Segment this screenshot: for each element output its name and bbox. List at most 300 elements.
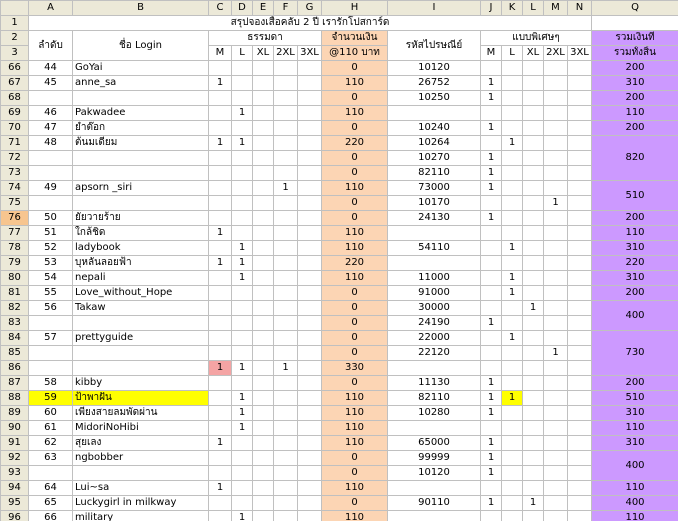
cell-total[interactable]: 400: [592, 451, 678, 481]
column-header-l[interactable]: L: [523, 1, 544, 16]
cell-special-xl[interactable]: [523, 466, 544, 481]
size-3xl[interactable]: 3XL: [298, 46, 322, 61]
cell-special-l[interactable]: [502, 421, 523, 436]
cell-xl[interactable]: [253, 511, 274, 521]
row-header[interactable]: 80: [1, 271, 29, 286]
size-xl[interactable]: XL: [253, 46, 274, 61]
cell-login[interactable]: military: [73, 511, 209, 521]
cell-login[interactable]: Lui~sa: [73, 481, 209, 496]
row-header[interactable]: 68: [1, 91, 29, 106]
cell-m[interactable]: [209, 151, 232, 166]
cell-m[interactable]: [209, 106, 232, 121]
cell-m[interactable]: [209, 466, 232, 481]
special-size-2xl[interactable]: 2XL: [544, 46, 568, 61]
cell-l[interactable]: [232, 331, 253, 346]
cell-special-m[interactable]: [481, 226, 502, 241]
cell-special-m[interactable]: [481, 256, 502, 271]
cell-postcode[interactable]: [388, 256, 481, 271]
cell-amount[interactable]: 0: [322, 301, 388, 316]
cell-m[interactable]: [209, 196, 232, 211]
cell-special-2xl[interactable]: [544, 241, 568, 256]
cell-special-m[interactable]: 1: [481, 316, 502, 331]
cell-l[interactable]: 1: [232, 106, 253, 121]
row-header[interactable]: 96: [1, 511, 29, 521]
cell-postcode[interactable]: 10240: [388, 121, 481, 136]
cell-m[interactable]: [209, 391, 232, 406]
cell-special-xl[interactable]: [523, 346, 544, 361]
cell-l[interactable]: [232, 481, 253, 496]
cell-special-m[interactable]: 1: [481, 466, 502, 481]
cell-m[interactable]: [209, 346, 232, 361]
cell-3xl[interactable]: [298, 271, 322, 286]
cell-special-l[interactable]: [502, 436, 523, 451]
cell-special-3xl[interactable]: [568, 211, 592, 226]
cell-xl[interactable]: [253, 301, 274, 316]
cell-3xl[interactable]: [298, 451, 322, 466]
cell-special-m[interactable]: 1: [481, 166, 502, 181]
cell-3xl[interactable]: [298, 61, 322, 76]
cell-special-3xl[interactable]: [568, 421, 592, 436]
cell-login[interactable]: [73, 466, 209, 481]
cell-special-3xl[interactable]: [568, 436, 592, 451]
cell-special-3xl[interactable]: [568, 226, 592, 241]
header-total-line1[interactable]: รวมเงินที่: [592, 31, 678, 46]
cell-login[interactable]: kibby: [73, 376, 209, 391]
cell-2xl[interactable]: [274, 91, 298, 106]
cell-special-xl[interactable]: [523, 151, 544, 166]
header-login[interactable]: ชื่อ Login: [73, 31, 209, 61]
cell-3xl[interactable]: [298, 436, 322, 451]
row-header[interactable]: 73: [1, 166, 29, 181]
cell-special-l[interactable]: [502, 91, 523, 106]
cell-special-2xl[interactable]: [544, 391, 568, 406]
cell-special-xl[interactable]: [523, 451, 544, 466]
cell-no[interactable]: 65: [29, 496, 73, 511]
cell-postcode[interactable]: 10170: [388, 196, 481, 211]
cell-no[interactable]: [29, 346, 73, 361]
cell-special-2xl[interactable]: [544, 436, 568, 451]
cell-special-2xl[interactable]: [544, 331, 568, 346]
cell-special-l[interactable]: [502, 466, 523, 481]
cell-special-m[interactable]: 1: [481, 181, 502, 196]
cell-3xl[interactable]: [298, 301, 322, 316]
cell-2xl[interactable]: [274, 406, 298, 421]
cell-amount[interactable]: 330: [322, 361, 388, 376]
cell-xl[interactable]: [253, 241, 274, 256]
row-header[interactable]: 66: [1, 61, 29, 76]
cell-no[interactable]: [29, 166, 73, 181]
cell-2xl[interactable]: [274, 241, 298, 256]
cell-special-l[interactable]: [502, 121, 523, 136]
cell-xl[interactable]: [253, 421, 274, 436]
cell-special-m[interactable]: 1: [481, 376, 502, 391]
cell-login[interactable]: Luckygirl in milkway: [73, 496, 209, 511]
cell-amount[interactable]: 110: [322, 181, 388, 196]
cell-amount[interactable]: 0: [322, 61, 388, 76]
cell-no[interactable]: 47: [29, 121, 73, 136]
row-header[interactable]: 86: [1, 361, 29, 376]
cell-no[interactable]: 55: [29, 286, 73, 301]
cell-special-l[interactable]: [502, 496, 523, 511]
cell-3xl[interactable]: [298, 256, 322, 271]
cell-l[interactable]: 1: [232, 421, 253, 436]
cell-special-3xl[interactable]: [568, 451, 592, 466]
cell-postcode[interactable]: 10120: [388, 466, 481, 481]
cell-login[interactable]: ต้นมเดียม: [73, 136, 209, 151]
cell-postcode[interactable]: 22000: [388, 331, 481, 346]
cell-3xl[interactable]: [298, 121, 322, 136]
cell-login[interactable]: GoYai: [73, 61, 209, 76]
cell-m[interactable]: [209, 241, 232, 256]
cell-special-m[interactable]: 1: [481, 76, 502, 91]
cell-no[interactable]: 66: [29, 511, 73, 521]
row-header[interactable]: 84: [1, 331, 29, 346]
row-header[interactable]: 76: [1, 211, 29, 226]
cell-amount[interactable]: 0: [322, 121, 388, 136]
cell-no[interactable]: [29, 91, 73, 106]
cell-special-2xl[interactable]: [544, 256, 568, 271]
cell-special-m[interactable]: [481, 61, 502, 76]
cell-special-2xl[interactable]: [544, 301, 568, 316]
cell-special-xl[interactable]: [523, 256, 544, 271]
select-all-corner[interactable]: [1, 1, 29, 16]
cell-special-xl[interactable]: [523, 106, 544, 121]
cell-special-l[interactable]: [502, 196, 523, 211]
cell-special-3xl[interactable]: [568, 166, 592, 181]
cell-xl[interactable]: [253, 451, 274, 466]
cell-2xl[interactable]: [274, 496, 298, 511]
cell-2xl[interactable]: [274, 466, 298, 481]
cell-no[interactable]: 60: [29, 406, 73, 421]
cell-postcode[interactable]: 22120: [388, 346, 481, 361]
cell-amount[interactable]: 0: [322, 151, 388, 166]
cell-special-xl[interactable]: [523, 361, 544, 376]
cell-2xl[interactable]: [274, 136, 298, 151]
cell-login[interactable]: Takaw: [73, 301, 209, 316]
cell-total[interactable]: 200: [592, 286, 678, 301]
row-header[interactable]: 93: [1, 466, 29, 481]
cell-m[interactable]: [209, 271, 232, 286]
cell-amount[interactable]: 0: [322, 346, 388, 361]
cell-special-2xl[interactable]: [544, 151, 568, 166]
cell-3xl[interactable]: [298, 361, 322, 376]
cell-xl[interactable]: [253, 481, 274, 496]
cell-login[interactable]: [73, 361, 209, 376]
cell-special-3xl[interactable]: [568, 181, 592, 196]
cell-3xl[interactable]: [298, 211, 322, 226]
cell-special-2xl[interactable]: [544, 121, 568, 136]
column-header-a[interactable]: A: [29, 1, 73, 16]
cell-amount[interactable]: 110: [322, 226, 388, 241]
cell-special-3xl[interactable]: [568, 466, 592, 481]
cell-special-m[interactable]: 1: [481, 211, 502, 226]
cell-total[interactable]: 200: [592, 376, 678, 391]
cell-3xl[interactable]: [298, 196, 322, 211]
row-header[interactable]: 1: [1, 16, 29, 31]
cell-3xl[interactable]: [298, 286, 322, 301]
cell-login[interactable]: บุหลันลอยฟ้า: [73, 256, 209, 271]
cell-special-l[interactable]: 1: [502, 241, 523, 256]
cell-special-3xl[interactable]: [568, 406, 592, 421]
cell-special-m[interactable]: [481, 106, 502, 121]
cell-2xl[interactable]: [274, 346, 298, 361]
cell-special-l[interactable]: [502, 481, 523, 496]
cell-special-3xl[interactable]: [568, 286, 592, 301]
cell-xl[interactable]: [253, 136, 274, 151]
row-header[interactable]: 67: [1, 76, 29, 91]
cell-l[interactable]: 1: [232, 361, 253, 376]
cell-login[interactable]: ใกล้ชิด: [73, 226, 209, 241]
cell-special-m[interactable]: [481, 481, 502, 496]
cell-postcode[interactable]: 10270: [388, 151, 481, 166]
cell-special-2xl[interactable]: [544, 61, 568, 76]
cell-special-xl[interactable]: [523, 481, 544, 496]
cell-xl[interactable]: [253, 181, 274, 196]
cell-postcode[interactable]: 10120: [388, 61, 481, 76]
cell-amount[interactable]: 110: [322, 241, 388, 256]
cell-m[interactable]: [209, 301, 232, 316]
cell-login[interactable]: [73, 346, 209, 361]
cell-total[interactable]: 820: [592, 136, 678, 181]
cell-total[interactable]: 110: [592, 511, 678, 521]
cell-m[interactable]: 1: [209, 136, 232, 151]
cell-2xl[interactable]: 1: [274, 361, 298, 376]
cell-no[interactable]: 56: [29, 301, 73, 316]
cell-2xl[interactable]: [274, 226, 298, 241]
cell-3xl[interactable]: [298, 466, 322, 481]
cell-special-l[interactable]: 1: [502, 331, 523, 346]
row-header[interactable]: 74: [1, 181, 29, 196]
cell-l[interactable]: [232, 166, 253, 181]
column-header-k[interactable]: K: [502, 1, 523, 16]
cell-m[interactable]: 1: [209, 76, 232, 91]
cell-total[interactable]: 400: [592, 496, 678, 511]
cell-special-2xl[interactable]: [544, 271, 568, 286]
cell-special-xl[interactable]: [523, 196, 544, 211]
cell-xl[interactable]: [253, 286, 274, 301]
cell-special-2xl[interactable]: [544, 76, 568, 91]
cell-2xl[interactable]: [274, 106, 298, 121]
cell-special-l[interactable]: [502, 151, 523, 166]
cell-l[interactable]: [232, 451, 253, 466]
cell-special-2xl[interactable]: [544, 211, 568, 226]
cell-xl[interactable]: [253, 226, 274, 241]
cell-m[interactable]: 1: [209, 256, 232, 271]
cell-login[interactable]: ladybook: [73, 241, 209, 256]
cell-3xl[interactable]: [298, 241, 322, 256]
cell-l[interactable]: [232, 226, 253, 241]
row-header[interactable]: 88: [1, 391, 29, 406]
cell-postcode[interactable]: 10250: [388, 91, 481, 106]
cell-no[interactable]: 58: [29, 376, 73, 391]
cell-2xl[interactable]: [274, 301, 298, 316]
cell-special-m[interactable]: [481, 286, 502, 301]
cell-special-3xl[interactable]: [568, 376, 592, 391]
cell-total[interactable]: 200: [592, 61, 678, 76]
cell-2xl[interactable]: [274, 211, 298, 226]
cell-special-l[interactable]: [502, 376, 523, 391]
cell-special-xl[interactable]: [523, 76, 544, 91]
cell-xl[interactable]: [253, 271, 274, 286]
row-header[interactable]: 78: [1, 241, 29, 256]
cell-special-m[interactable]: [481, 361, 502, 376]
cell-special-xl[interactable]: [523, 181, 544, 196]
row-header[interactable]: 89: [1, 406, 29, 421]
cell-special-m[interactable]: 1: [481, 391, 502, 406]
cell-postcode[interactable]: 54110: [388, 241, 481, 256]
special-size-l[interactable]: L: [502, 46, 523, 61]
cell-login[interactable]: anne_sa: [73, 76, 209, 91]
cell-special-3xl[interactable]: [568, 136, 592, 151]
cell-amount[interactable]: 0: [322, 196, 388, 211]
cell-xl[interactable]: [253, 61, 274, 76]
special-size-xl[interactable]: XL: [523, 46, 544, 61]
cell-login[interactable]: Love_without_Hope: [73, 286, 209, 301]
column-header-e[interactable]: E: [253, 1, 274, 16]
cell-l[interactable]: [232, 91, 253, 106]
cell-m[interactable]: 1: [209, 481, 232, 496]
size-l[interactable]: L: [232, 46, 253, 61]
cell-m[interactable]: [209, 496, 232, 511]
cell-m[interactable]: [209, 211, 232, 226]
cell-total[interactable]: 310: [592, 271, 678, 286]
cell-login[interactable]: prettyguide: [73, 331, 209, 346]
cell-amount[interactable]: 0: [322, 331, 388, 346]
header-no[interactable]: ลำดับ: [29, 31, 73, 61]
cell-xl[interactable]: [253, 376, 274, 391]
row-header[interactable]: 77: [1, 226, 29, 241]
cell-postcode[interactable]: 10280: [388, 406, 481, 421]
cell-no[interactable]: 45: [29, 76, 73, 91]
cell-special-m[interactable]: [481, 421, 502, 436]
cell-postcode[interactable]: 73000: [388, 181, 481, 196]
cell-special-xl[interactable]: [523, 61, 544, 76]
cell-special-m[interactable]: [481, 346, 502, 361]
cell-amount[interactable]: 0: [322, 286, 388, 301]
cell-l[interactable]: 1: [232, 511, 253, 521]
cell-no[interactable]: 50: [29, 211, 73, 226]
cell-postcode[interactable]: [388, 511, 481, 521]
cell-special-m[interactable]: [481, 331, 502, 346]
cell-3xl[interactable]: [298, 181, 322, 196]
cell-amount[interactable]: 110: [322, 436, 388, 451]
row-header[interactable]: 71: [1, 136, 29, 151]
cell-amount[interactable]: 0: [322, 91, 388, 106]
cell-special-2xl[interactable]: [544, 91, 568, 106]
row-header[interactable]: 92: [1, 451, 29, 466]
cell-l[interactable]: [232, 121, 253, 136]
cell-special-2xl[interactable]: [544, 511, 568, 521]
cell-special-3xl[interactable]: [568, 481, 592, 496]
cell-xl[interactable]: [253, 391, 274, 406]
cell-no[interactable]: 49: [29, 181, 73, 196]
special-size-3xl[interactable]: 3XL: [568, 46, 592, 61]
cell-total[interactable]: 730: [592, 331, 678, 376]
cell-special-xl[interactable]: 1: [523, 496, 544, 511]
cell-l[interactable]: [232, 376, 253, 391]
cell-special-xl[interactable]: [523, 136, 544, 151]
cell-special-xl[interactable]: [523, 421, 544, 436]
cell-amount[interactable]: 220: [322, 136, 388, 151]
cell-login[interactable]: MidoriNoHibi: [73, 421, 209, 436]
cell-no[interactable]: 57: [29, 331, 73, 346]
cell-special-m[interactable]: 1: [481, 406, 502, 421]
cell-m[interactable]: [209, 376, 232, 391]
cell-l[interactable]: 1: [232, 391, 253, 406]
cell-3xl[interactable]: [298, 166, 322, 181]
cell-postcode[interactable]: 11000: [388, 271, 481, 286]
column-header-b[interactable]: B: [73, 1, 209, 16]
cell-postcode[interactable]: 30000: [388, 301, 481, 316]
cell-login[interactable]: [73, 151, 209, 166]
cell-login[interactable]: [73, 316, 209, 331]
cell-l[interactable]: [232, 466, 253, 481]
cell-2xl[interactable]: 1: [274, 181, 298, 196]
cell-postcode[interactable]: 24190: [388, 316, 481, 331]
cell-special-l[interactable]: [502, 361, 523, 376]
row-header[interactable]: 94: [1, 481, 29, 496]
row-header[interactable]: 2: [1, 31, 29, 46]
cell-special-2xl[interactable]: [544, 136, 568, 151]
cell-xl[interactable]: [253, 331, 274, 346]
cell-special-3xl[interactable]: [568, 361, 592, 376]
cell-no[interactable]: 53: [29, 256, 73, 271]
cell-l[interactable]: [232, 196, 253, 211]
cell-special-2xl[interactable]: [544, 106, 568, 121]
cell-2xl[interactable]: [274, 316, 298, 331]
header-amount-line1[interactable]: จำนวนเงิน: [322, 31, 388, 46]
cell-special-l[interactable]: [502, 346, 523, 361]
cell-special-xl[interactable]: [523, 436, 544, 451]
cell-no[interactable]: [29, 196, 73, 211]
cell-no[interactable]: 61: [29, 421, 73, 436]
cell-3xl[interactable]: [298, 406, 322, 421]
cell-amount[interactable]: 110: [322, 271, 388, 286]
cell-special-2xl[interactable]: [544, 226, 568, 241]
column-header-n[interactable]: N: [568, 1, 592, 16]
cell-xl[interactable]: [253, 76, 274, 91]
cell-amount[interactable]: 0: [322, 451, 388, 466]
cell-special-xl[interactable]: [523, 376, 544, 391]
cell-special-2xl[interactable]: [544, 406, 568, 421]
cell-special-3xl[interactable]: [568, 196, 592, 211]
cell-2xl[interactable]: [274, 166, 298, 181]
cell-special-l[interactable]: [502, 256, 523, 271]
cell-2xl[interactable]: [274, 331, 298, 346]
header-total-line2[interactable]: รวมทั้งสิ้น: [592, 46, 678, 61]
cell-special-2xl[interactable]: [544, 361, 568, 376]
cell-2xl[interactable]: [274, 436, 298, 451]
cell-special-l[interactable]: [502, 76, 523, 91]
cell-login[interactable]: [73, 91, 209, 106]
cell-postcode[interactable]: [388, 481, 481, 496]
cell-special-2xl[interactable]: [544, 286, 568, 301]
cell-2xl[interactable]: [274, 421, 298, 436]
cell-no[interactable]: 48: [29, 136, 73, 151]
cell-3xl[interactable]: [298, 226, 322, 241]
header-normal[interactable]: ธรรมดา: [209, 31, 322, 46]
cell-m[interactable]: [209, 331, 232, 346]
cell-special-m[interactable]: [481, 136, 502, 151]
cell-total[interactable]: 510: [592, 181, 678, 211]
cell-postcode[interactable]: [388, 226, 481, 241]
cell-3xl[interactable]: [298, 76, 322, 91]
cell-amount[interactable]: 0: [322, 211, 388, 226]
cell-postcode[interactable]: 99999: [388, 451, 481, 466]
cell-amount[interactable]: 110: [322, 106, 388, 121]
cell-xl[interactable]: [253, 211, 274, 226]
row-header[interactable]: 70: [1, 121, 29, 136]
